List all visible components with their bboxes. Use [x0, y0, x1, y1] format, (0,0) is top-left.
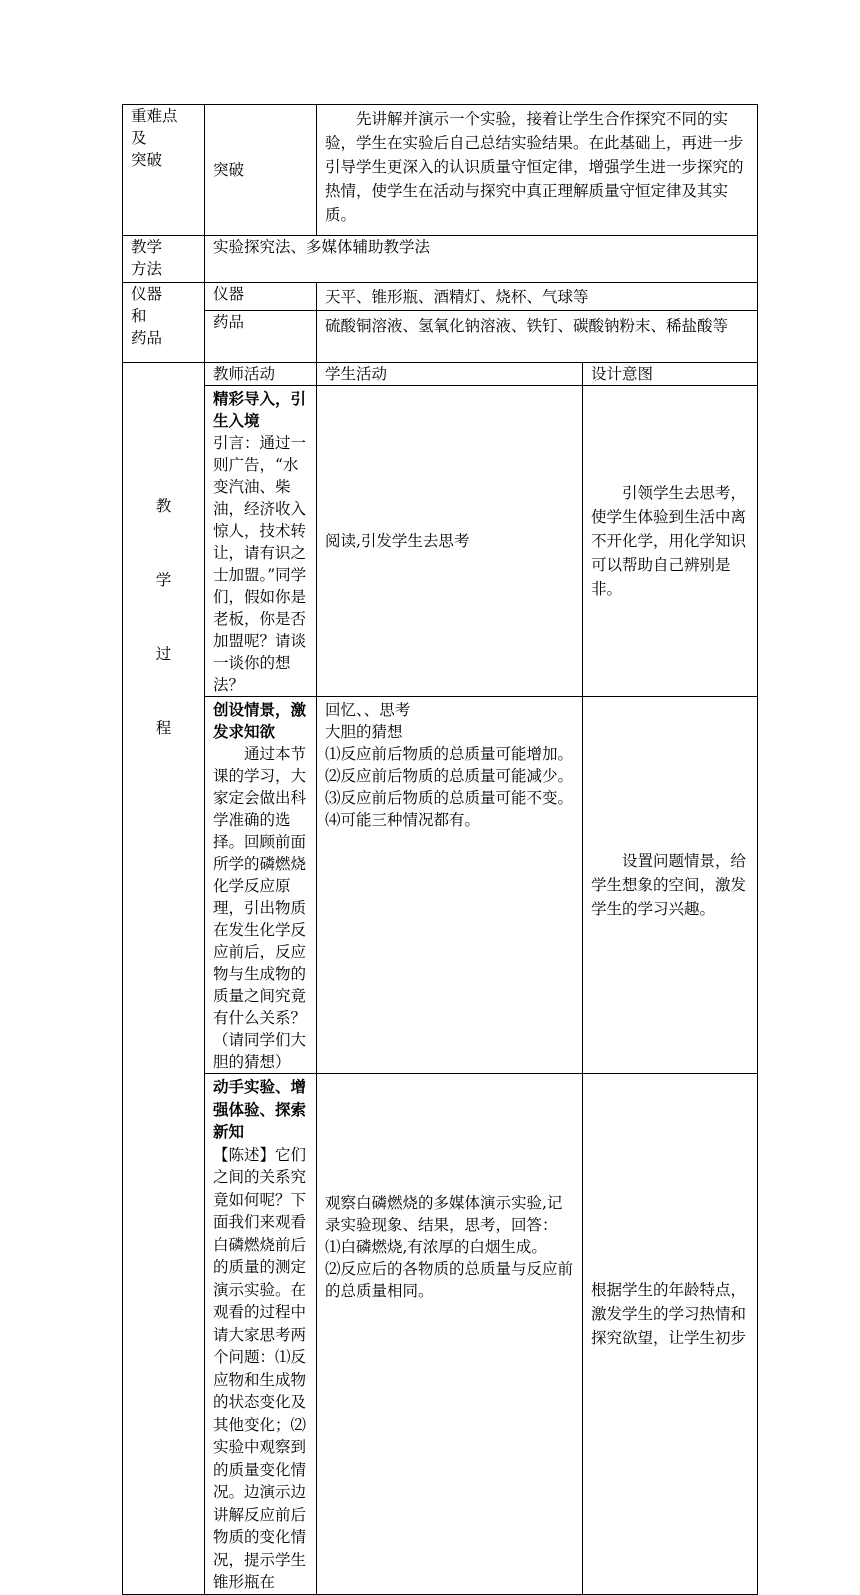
student-activity-line: 大胆的猜想	[325, 723, 403, 741]
process-label	[123, 363, 205, 1595]
header-student: 学生活动	[317, 363, 583, 386]
instruments-row	[123, 283, 758, 311]
method-label: 教学 方法	[123, 236, 205, 283]
section-scenario-teacher	[205, 697, 317, 1074]
design-intent-text: 设置问题情景，给学生想象的空间，激发学生的学习兴趣。	[583, 697, 758, 1074]
equipment-label: 仪器 和 药品	[123, 283, 205, 363]
section-intro-teacher	[205, 386, 317, 697]
section-experiment-teacher	[205, 1074, 317, 1595]
teacher-activity-text: 通过本节课的学习，大家定会做出科学准确的选择。回顾前面所学的磷燃烧化学反应原理，引出物质在发生化学反应前后，反应物与生成物的质量之间究竟有什么关系？（请同学们大胆的猜想）	[213, 745, 307, 1071]
teacher-activity-text: 引言：通过一则广告，“水变汽油、柴油，经济收入惊人，技术转让，请有识之士加盟。”同学们，假如你是老板，你是否加盟呢？请谈一谈你的想法？	[213, 434, 307, 694]
difficulty-label: 重难点 及 突破	[123, 105, 205, 236]
header-teacher: 教师活动	[205, 363, 317, 386]
student-activity-line: ⑵反应前后物质的总质量可能减少。	[325, 767, 574, 785]
process-label-char: 程	[155, 719, 172, 737]
section-experiment-row	[123, 1074, 758, 1595]
process-label-char: 过	[155, 645, 172, 663]
section-scenario-student	[317, 697, 583, 1074]
instruments-label: 仪器	[205, 283, 317, 311]
process-label-char: 学	[155, 571, 172, 589]
student-activity-line: 回忆、、思考	[325, 701, 411, 719]
section-intro-row	[123, 386, 758, 697]
student-activity-text: 阅读,引发学生去思考	[317, 386, 583, 697]
method-row	[123, 236, 758, 283]
student-activity-line: ⑵反应后的各物质的总质量与反应前的总质量相同。	[325, 1260, 574, 1300]
drugs-row	[123, 311, 758, 363]
difficulty-content: 先讲解并演示一个实验，接着让学生合作探究不同的实验，学生在实验后自己总结实验结果。在此基础上，再进一步引导学生更深入的认识质量守恒定律，增强学生进一步探究的热情，使学生在活动与探究中真正理解质量守恒定律及其实质。	[317, 105, 758, 236]
section-title: 精彩导入，引生入境	[213, 390, 307, 430]
difficulty-sublabel: 突破	[205, 105, 317, 236]
student-activity-line: ⑶反应前后物质的总质量可能不变。	[325, 789, 574, 807]
design-intent-text: 根据学生的年龄特点，激发学生的学习热情和探究欲望，让学生初步	[583, 1074, 758, 1595]
lesson-plan-table	[122, 104, 758, 1595]
method-content: 实验探究法、多媒体辅助教学法	[205, 236, 758, 283]
student-activity-line: 观察白磷燃烧的多媒体演示实验,记录实验现象、结果，思考，回答：	[325, 1194, 563, 1234]
section-scenario-row	[123, 697, 758, 1074]
section-experiment-student	[317, 1074, 583, 1595]
process-header-row	[123, 363, 758, 386]
student-activity-line: ⑴白磷燃烧,有浓厚的白烟生成。	[325, 1238, 547, 1256]
header-intent: 设计意图	[583, 363, 758, 386]
drugs-content: 硫酸铜溶液、氢氧化钠溶液、铁钉、碳酸钠粉末、稀盐酸等	[317, 311, 758, 363]
design-intent-text: 引领学生去思考，使学生体验到生活中离不开化学，用化学知识可以帮助自己辨别是非。	[583, 386, 758, 697]
student-activity-line: ⑷可能三种情况都有。	[325, 811, 481, 829]
teacher-activity-text: 【陈述】它们之间的关系究竟如何呢？下面我们来观看白磷燃烧前后的质量的测定演示实验。在观看的过程中请大家思考两个问题：⑴反应物和生成物的状态变化及其他变化；⑵实验中观察到的质量变化情况。边演示边讲解反应前后物质的变化情况，提示学生锥形瓶在	[213, 1145, 307, 1591]
drugs-label: 药品	[205, 311, 317, 363]
instruments-content: 天平、锥形瓶、酒精灯、烧杯、气球等	[317, 283, 758, 311]
process-label-char: 教	[155, 497, 172, 515]
difficulty-row	[123, 105, 758, 236]
section-title: 创设情景，激发求知欲	[213, 701, 307, 741]
section-title: 动手实验、增强体验、探索新知	[213, 1078, 307, 1141]
student-activity-line: ⑴反应前后物质的总质量可能增加。	[325, 745, 574, 763]
